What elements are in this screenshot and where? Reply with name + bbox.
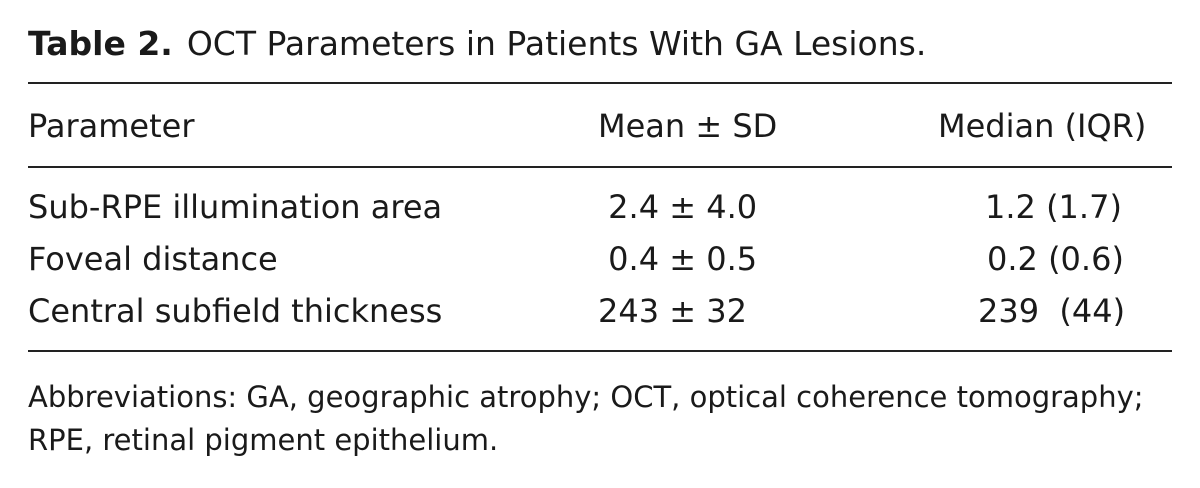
top-rule (28, 82, 1172, 84)
table-caption (28, 22, 926, 66)
cell-median-iqr: 1.2 (1.7) (985, 188, 1122, 226)
header-parameter: Parameter (28, 107, 195, 145)
header-mean-sd: Mean ± SD (598, 107, 778, 145)
table-title: OCT Parameters in Patients With GA Lesions. (186, 24, 927, 63)
cell-parameter: Central subfield thickness (28, 292, 443, 330)
table-footnote: Abbreviations: GA, geographic atrophy; OCT, optical coherence tomography; RPE, retinal pigment epithelium. (28, 380, 1144, 457)
cell-parameter: Foveal distance (28, 240, 278, 278)
header-rule (28, 166, 1172, 168)
bottom-rule (28, 350, 1172, 352)
header-median-iqr: Median (IQR) (938, 107, 1147, 145)
cell-mean-sd: 2.4 ± 4.0 (598, 188, 758, 226)
table-label: Table 2. (28, 24, 173, 63)
cell-median-iqr: 239 (44) (978, 292, 1126, 330)
cell-parameter: Sub-RPE illumination area (28, 188, 443, 226)
cell-median-iqr: 0.2 (0.6) (987, 240, 1124, 278)
cell-mean-sd: 243 ± 32 (598, 292, 747, 330)
cell-mean-sd: 0.4 ± 0.5 (598, 240, 758, 278)
